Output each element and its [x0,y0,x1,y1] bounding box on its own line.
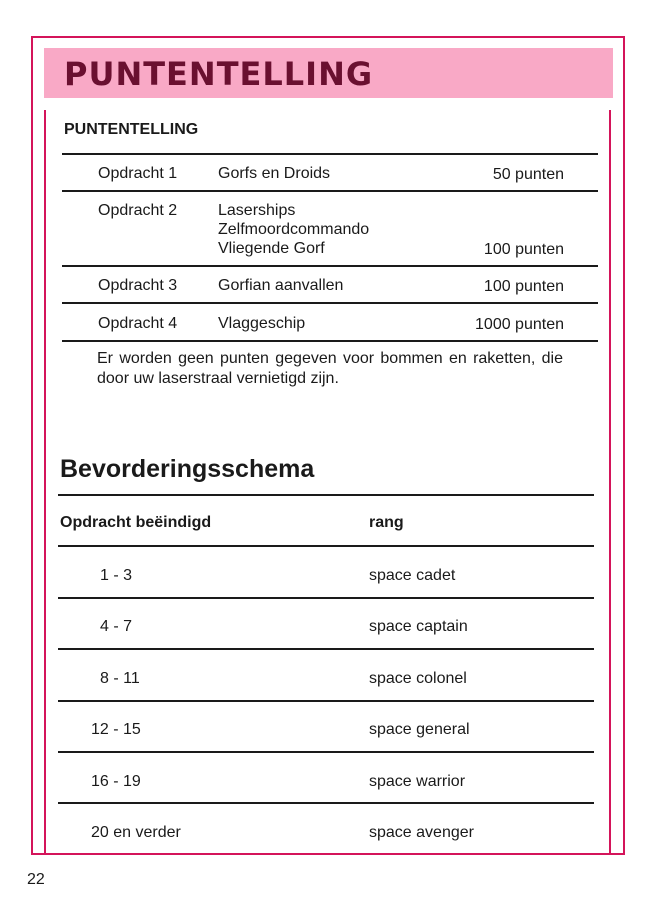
promotion-rank-4: space general [369,721,470,738]
scoring-rule-4 [62,340,598,342]
promotion-rank-3: space colonel [369,670,467,687]
promotion-range-3: 8 - 11 [100,670,140,687]
scoring-target-2b: Zelfmoordcommando [218,221,370,238]
scoring-target-4: Vlaggeschip [218,315,306,332]
scoring-mission-3: Opdracht 3 [98,277,178,294]
scoring-mission-1: Opdracht 1 [98,165,178,182]
scoring-rule-3 [62,302,598,304]
promotion-rank-5: space warrior [369,773,466,790]
promotion-rule-top [58,494,594,496]
scoring-rule-1 [62,190,598,192]
scoring-points-4: 1000 punten [475,316,564,333]
promotion-range-1: 1 - 3 [100,567,133,584]
page-number: 22 [27,871,45,888]
scoring-rule-2 [62,265,598,267]
scoring-heading: PUNTENTELLING [64,121,199,138]
scoring-target-1: Gorfs en Droids [218,165,331,182]
scoring-mission-2: Opdracht 2 [98,202,178,219]
scoring-points-1: 50 punten [492,166,564,183]
promotion-rule-2 [58,648,594,650]
scoring-target-2c: Vliegende Gorf [218,240,325,257]
promotion-range-2: 4 - 7 [100,618,133,635]
promotion-rank-1: space cadet [369,567,456,584]
promotion-rule-header [58,545,594,547]
banner-title: PUNTENTELLING [64,55,374,93]
promotion-range-6: 20 en verder [91,824,181,841]
promotion-rule-3 [58,700,594,702]
promotion-rule-5 [58,802,594,804]
scoring-mission-4: Opdracht 4 [98,315,178,332]
promotion-range-4: 12 - 15 [91,721,141,738]
scoring-target-3: Gorfian aanvallen [218,277,344,294]
scoring-points-3: 100 punten [483,278,564,295]
title-banner [44,48,613,98]
promotion-rank-2: space captain [369,618,468,635]
scoring-rule-top [62,153,598,155]
promotion-heading: Bevorderingsschema [60,455,315,483]
promotion-rank-6: space avenger [369,824,474,841]
promotion-col-rank: rang [369,514,404,531]
scoring-points-2: 100 punten [483,241,564,258]
scoring-note: Er worden geen punten gegeven voor bommen en raketten, die door uw laserstraal vernietigd zijn. [97,350,563,387]
promotion-rule-1 [58,597,594,599]
scoring-target-2a: Laserships [218,202,296,219]
promotion-range-5: 16 - 19 [91,773,141,790]
promotion-rule-4 [58,751,594,753]
promotion-col-completed: Opdracht beëindigd [60,514,212,531]
